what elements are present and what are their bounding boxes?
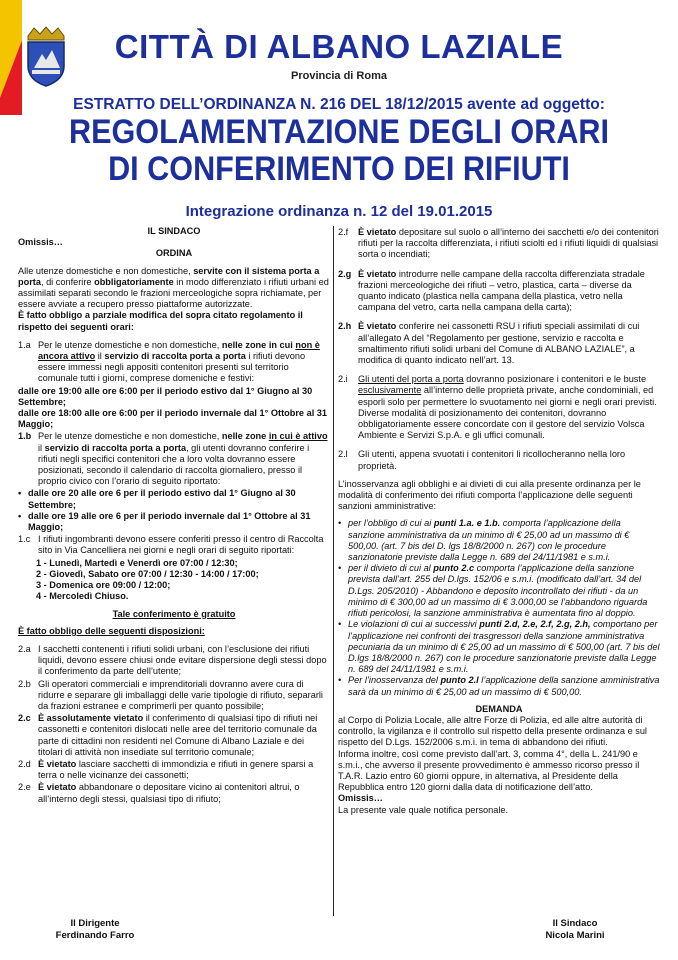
hours-winter: dalle ore 18:00 alle ore 6:00 per il periodo invernale dal 1° Ottobre al 31 Maggio; [18,408,328,430]
demanda-text: al Corpo di Polizia Locale, alle altre Forze di Polizia, ed alle altre autorità di controllo, la vigilanza e il controllo sul rispetto della presente ordinanza e sul rispetto del D.Lgs. 152/2006 s.m.i. in tema di abbandono dei rifiuti. [338,714,647,748]
item-2f: 2.f È vietato depositare sul suolo o all’interno dei sacchetti e/o dei contenitori rifiuti per la raccolta differenziata, i rifiuti sciolti ed i rifiuti liquidi di qualsiasi sorta o incendiati; [338,227,659,260]
sanction-item: • per il divieto di cui al punto 2.c comporta l’applicazione della sanzione prevista dall’art. 255 del D.lgs. 152/06 e s.m.i. (modificato dall’art. 34 del D.Lgs. 205/2010) - Abbandono e deposito incontrollato dei rifiuti - da un minimo di € 300,00 ad un massimo di € 3.000,00 se l’abbandono riguarda rifiuti pericolosi, la sanzione amministrativa è aumentata fino al doppio. [338,563,648,619]
right-column [338,226,660,816]
schedule-item: 4 - Mercoledì Chiuso. [36,591,129,602]
dispositions-heading: È fatto obbligo delle seguenti disposizioni: [18,625,205,636]
demanda-heading: DEMANDA [475,703,523,714]
item-2c: 2.c È assolutamente vietato il conferimento di qualsiasi tipo di rifiuti nei cassonetti e contenitori dislocati nelle aree del territorio comunale da parte di cittadini non residenti nel Comune di Albano Laziale e dei titolari di attività non insediate sul territorio comunale; [18,713,318,757]
sanction-item: • Le violazioni di cui ai successivi punti 2.d, 2.e, 2.f, 2.g, 2.h, comportano per l’applicazione nei confronti dei trasgressori della sanzione amministrativa pecuniaria da un minimo di € 25,00 ad un massimo di € 500,00 (art. 7 bis del D.lgs 18/8/2000 n. 267) con le procedure sanzionatorie previste dalla Legge n. 689 del 24/11/1981 e s.m.i. [338,619,660,675]
schedule-item: 1 - Lunedì, Martedì e Venerdì ore 07:00 / 12:30; [36,557,238,568]
omissis-right: Omissis… [338,793,383,804]
sindaco-heading: IL SINDACO [147,226,201,236]
column-divider [333,226,334,916]
signature-dirigente: Il Dirigente Ferdinando Farro [55,918,135,941]
integration-subtitle: Integrazione ordinanza n. 12 del 19.01.2015 [185,203,493,220]
item-2d: 2.d È vietato lasciare sacchetti di immondizia e rifiuti in genere sparsi a terra o nelle vicinanze dei cassonetti; [18,758,314,781]
sanction-item: • Per l’inosservanza del punto 2.l l’applicazione della sanzione amministrativa sarà da un minimo di € 25,00 ad un massimo di € 500,00. [338,675,660,697]
item-2e: 2.e È vietato abbandonare o depositare vicino ai contenitori altrui, o all’interno degli stessi, qualsiasi tipo di rifiuto; [18,782,300,804]
province: Provincia di Roma [291,70,387,82]
schedule-item: 2 - Giovedì, Sabato ore 07:00 / 12:30 - 14:00 / 17:00; [36,568,259,579]
schedule-item: 3 - Domenica ore 09:00 / 12:00; [36,580,171,591]
door-hours-summer: • dalle ore 20 alle ore 6 per il periodo estivo dal 1° Giugno al 30 Settembre; [18,488,296,510]
omissis: Omissis… [18,237,63,248]
appeal-info: Informa inoltre, così come previsto dall’art. 3, comma 4°, della L. 241/90 e s.m.i., che avverso il presente provvedimento è ammesso ricorso presso il T.A.R. Lazio entro 60 giorni oppure, in alternativa, al Presidente della Repubblica entro 120 giorni dalla data di notificazione dell’atto. [338,748,640,793]
schedule-list [18,558,330,603]
item-1b: 1.b Per le utenze domestiche e non domestiche, nelle zone in cui è attivo il servizio di raccolta porta a porta, gli utenti dovranno conferire i rifiuti negli specifici contenitori che a loro volta dovranno essere posizionati, secondo il calendario di raccolta giornaliero, presso il proprio civico con l’orario di seguito riportato: [18,431,328,487]
title-line-2: DI CONFERIMENTO DEI RIFIUTI [108,150,570,188]
title-line-1: REGOLAMENTAZIONE DEGLI ORARI [68,113,610,151]
paragraph-obligation: È fatto obbligo a parziale modifica del sopra citato regolamento il rispetto dei seguenti orari: [18,310,303,332]
paragraph-intro: Alle utenze domestiche e non domestiche, servite con il sistema porta a porta, di conferire obbligatoriamente in modo differenziato i rifiuti urbani ed assimilati separati secondo le frazioni merceologiche sopra richiamate, per essere avviate a recupero presso piattaforme autorizzate. [18,265,329,310]
item-2l: 2.l Gli utenti, appena svuotati i contenitori li ricollocheranno nella loro proprietà. [338,449,626,471]
ordinance-extract: ESTRATTO DELL’ORDINANZA N. 216 DEL 18/12/2015 avente ad oggetto: [73,96,605,113]
notification-note: La presente vale quale notifica personale. [338,804,509,815]
hours-summer: dalle ore 19:00 alle ore 6:00 per il periodo estivo dal 1° Giugno al 30 Settembre; [18,385,313,407]
left-column [18,226,330,806]
sanction-item: • per l’obbligo di cui ai punti 1.a. e 1.b. comporta l’applicazione della sanzione amministrativa da un minimo di € 25,00 ad un massimo di € 500,00. (art. 7 bis del D. lgs 18/8/2000 n. 267) con le procedure sanzionatorie previste dalla Legge n. 689 del 24/11/1981 e s.m.i. [338,518,630,563]
sanctions-intro: L’inosservanza agli obblighi e ai divieti di cui alla presente ordinanza per le modalità di conferimento dei rifiuti comporta l’applicazione delle seguenti sanzioni amministrative: [338,478,641,512]
signature-sindaco: Il Sindaco Nicola Marini [545,918,605,941]
free-service-note: Tale conferimento è gratuito [112,608,236,619]
item-2b: 2.b Gli operatori commerciali e imprenditoriali dovranno avere cura di ridurre e separare gli imballaggi delle varie tipologie di rifiuto, separarli da frazioni estranee e comprimerli per quanto possibile; [18,678,323,711]
city-name: CITTÀ DI ALBANO LAZIALE [114,28,564,65]
item-1c: 1.c I rifiuti ingombranti devono essere conferiti presso il centro di Raccolta sito in Via Cancelliera nei giorni e negli orari di seguito riportati: [18,534,324,556]
item-2a: 2.a I sacchetti contenenti i rifiuti solidi urbani, con l’esclusione dei rifiuti liquidi, devono essere chiusi onde evitare dispersione degli stessi dopo il conferimento da parte dell’utente; [18,643,327,677]
item-2g: 2.g È vietato introdurre nelle campane della raccolta differenziata stradale frazioni merceologiche dei rifiuti – vetro, plastica, carta – diverse da quanto indicato (plastica nella campana della plastica, vetro nella campana del vetro, carta nella campana della carta); [338,268,645,313]
item-2h: 2.h È vietato conferire nei cassonetti RSU i rifiuti speciali assimilati di cui all’allegato A del “Regolamento per gestione, servizio e raccolta e smaltimento rifiuti solidi urbani del Comune di ALBANO LAZIALE”, a modifica di quanto indicato nell’art. 13. [338,321,640,366]
ordina-heading: ORDINA [155,248,193,259]
item-2i: 2.i Gli utenti del porta a porta dovranno posizionare i contenitori e le buste esclusivamente all’interno delle proprietà private, anche condominiali, ed esporli solo per permettere lo svuotamento nei giorni e negli orari previsti. Diverse modalità di posizionamento dei contenitori, dovranno obbligatoriamente essere concordate con il gestore del servizio Volsca Ambiente e Servizi S.p.A. e gli uffici comunali. [338,374,657,441]
item-1a: 1.a Per le utenze domestiche e non domestiche, nelle zone in cui non è ancora attivo il servizio di raccolta porta a porta i rifiuti devono essere immessi negli appositi contenitori presenti sul territorio comunale tutti i giorni, comprese domeniche e festivi: [18,339,320,384]
door-hours-winter: • dalle ore 19 alle ore 6 per il periodo invernale dal 1° Ottobre al 31 Maggio; [18,510,311,533]
